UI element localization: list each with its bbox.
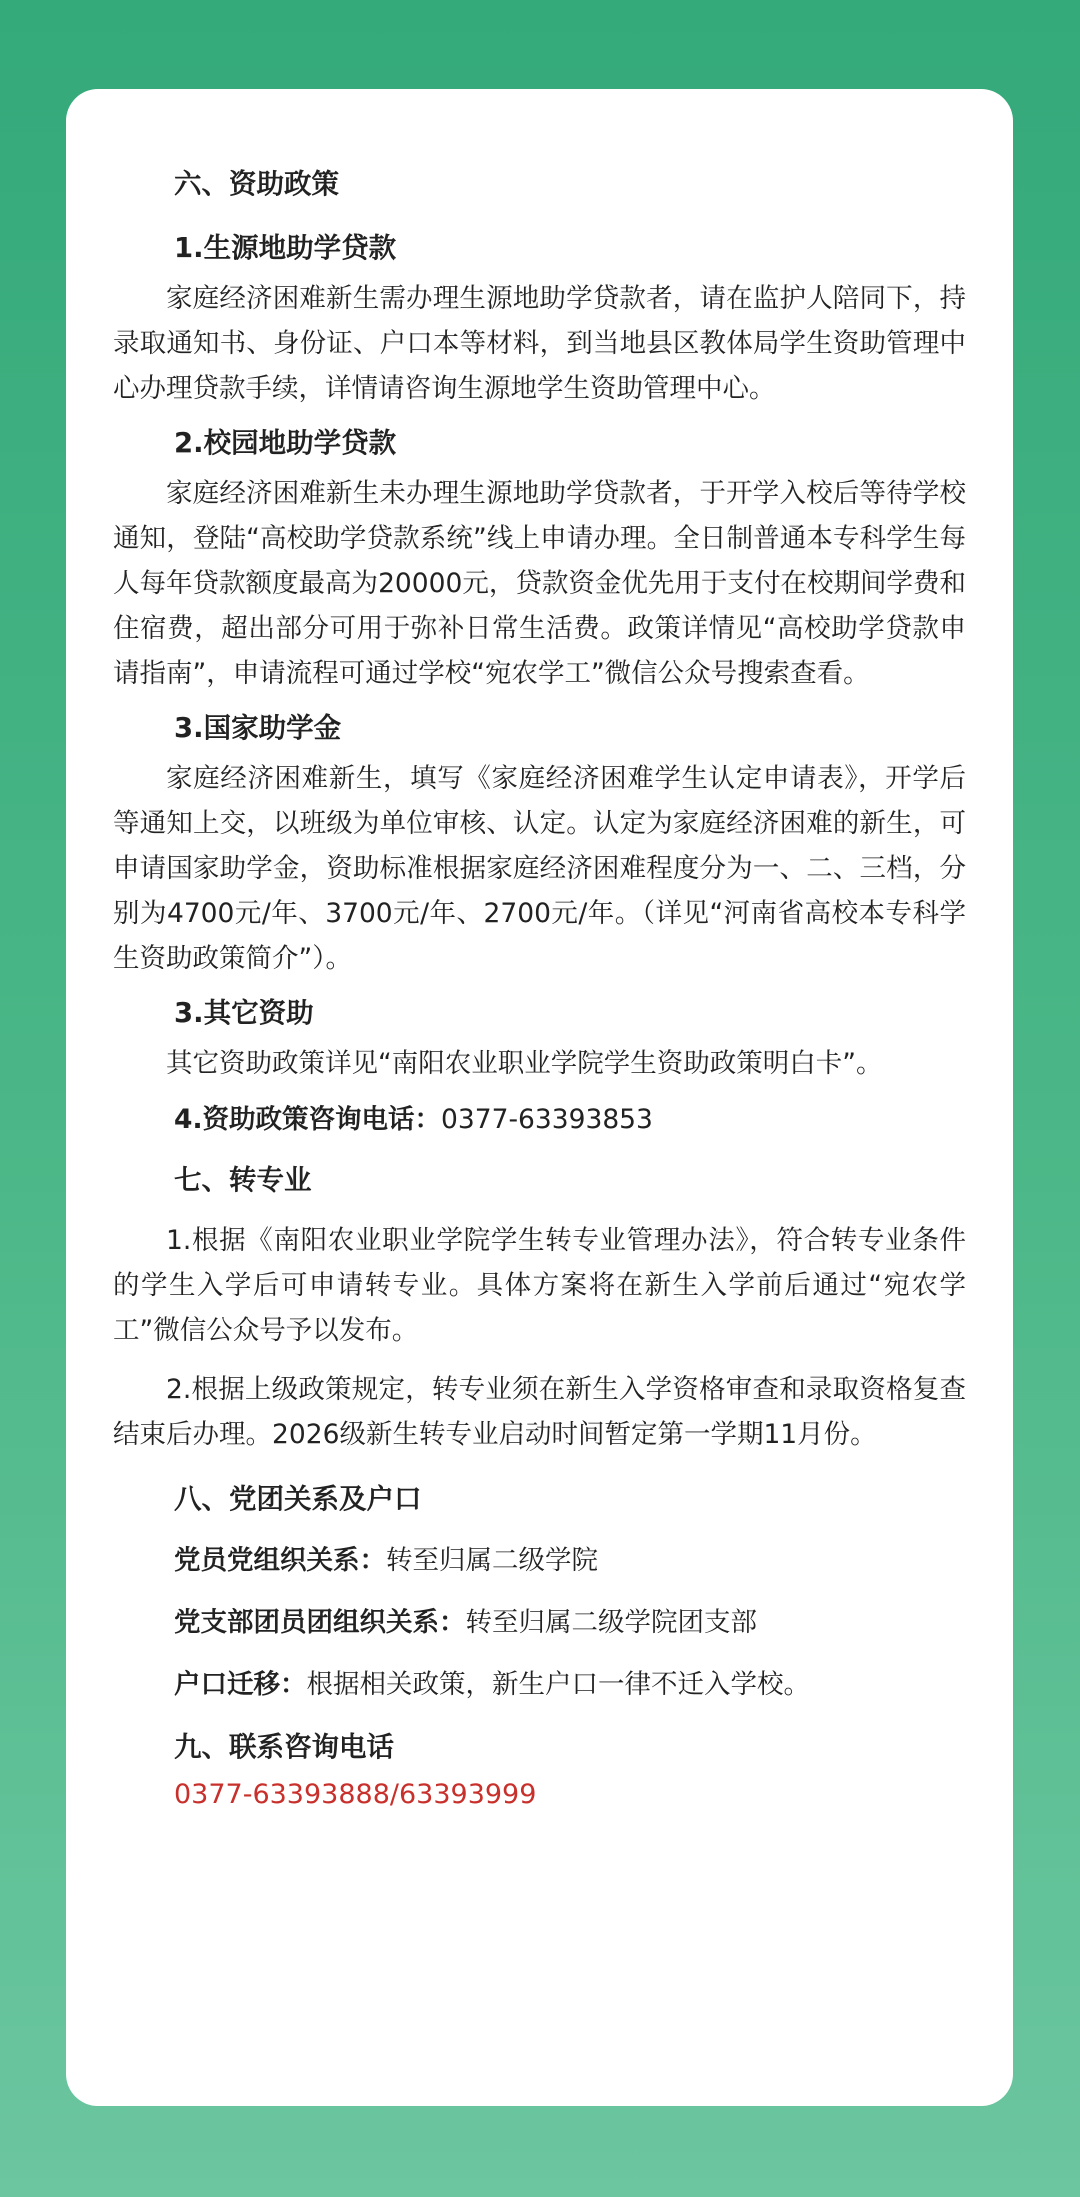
loan-campus-title: 2.校园地助学贷款 — [174, 427, 397, 459]
party-relation-value: 转至归属二级学院 — [386, 1545, 598, 1576]
loan-source-body: 家庭经济困难新生需办理生源地助学贷款者，请在监护人陪同下，持录取通知书、身份证、户口本等材料，到当地县区教体局学生资助管理中心办理贷款手续，详情请咨询生源地学生资助管理中心。 — [113, 283, 966, 404]
national-grant-title: 3.国家助学金 — [174, 712, 342, 744]
section-8-title: 八、党团关系及户口 — [174, 1483, 422, 1515]
loan-source-title: 1.生源地助学贷款 — [174, 232, 397, 264]
aid-hotline — [113, 1100, 966, 1140]
household-registration — [113, 1665, 966, 1705]
household-registration-value: 根据相关政策，新生户口一律不迁入学校。 — [306, 1669, 810, 1700]
household-registration-label: 户口迁移： — [174, 1669, 307, 1700]
transfer-para-2: 2.根据上级政策规定，转专业须在新生入学资格审查和录取资格复查结束后办理。2026级新生转专业启动时间暂定第一学期11月份。 — [113, 1374, 966, 1450]
party-relation — [113, 1541, 966, 1581]
section-7-title: 七、转专业 — [174, 1164, 312, 1196]
content-card — [66, 89, 1013, 2106]
section-9-title: 九、联系咨询电话 — [174, 1731, 394, 1763]
league-relation-label: 党支部团员团组织关系： — [174, 1607, 466, 1638]
league-relation — [113, 1603, 966, 1643]
aid-hotline-label: 4.资助政策咨询电话： — [174, 1104, 442, 1135]
party-relation-label: 党员党组织关系： — [174, 1545, 386, 1576]
other-aid-body: 其它资助政策详见“南阳农业职业学院学生资助政策明白卡”。 — [166, 1048, 883, 1079]
contact-phone: 0377-63393888/63393999 — [174, 1779, 537, 1810]
national-grant-body: 家庭经济困难新生，填写《家庭经济困难学生认定申请表》，开学后等通知上交，以班级为单位审核、认定。认定为家庭经济困难的新生，可申请国家助学金，资助标准根据家庭经济困难程度分为一、二、三档，分别为4700元/年、3700元/年、2700元/年。（详见“河南省高校本专科学生资助政策简介”）。 — [113, 763, 966, 974]
aid-hotline-number: 0377-63393853 — [441, 1104, 653, 1135]
section-6-title: 六、资助政策 — [174, 168, 339, 200]
league-relation-value: 转至归属二级学院团支部 — [465, 1607, 757, 1638]
other-aid-title: 3.其它资助 — [174, 997, 314, 1029]
transfer-para-1: 1.根据《南阳农业职业学院学生转专业管理办法》，符合转专业条件的学生入学后可申请转专业。具体方案将在新生入学前后通过“宛农学工”微信公众号予以发布。 — [113, 1225, 966, 1346]
loan-campus-body: 家庭经济困难新生未办理生源地助学贷款者，于开学入校后等待学校通知，登陆“高校助学贷款系统”线上申请办理。全日制普通本专科学生每人每年贷款额度最高为20000元，贷款资金优先用于支付在校期间学费和住宿费，超出部分可用于弥补日常生活费。政策详情见“高校助学贷款申请指南”，申请流程可通过学校“宛农学工”微信公众号搜索查看。 — [113, 478, 966, 689]
